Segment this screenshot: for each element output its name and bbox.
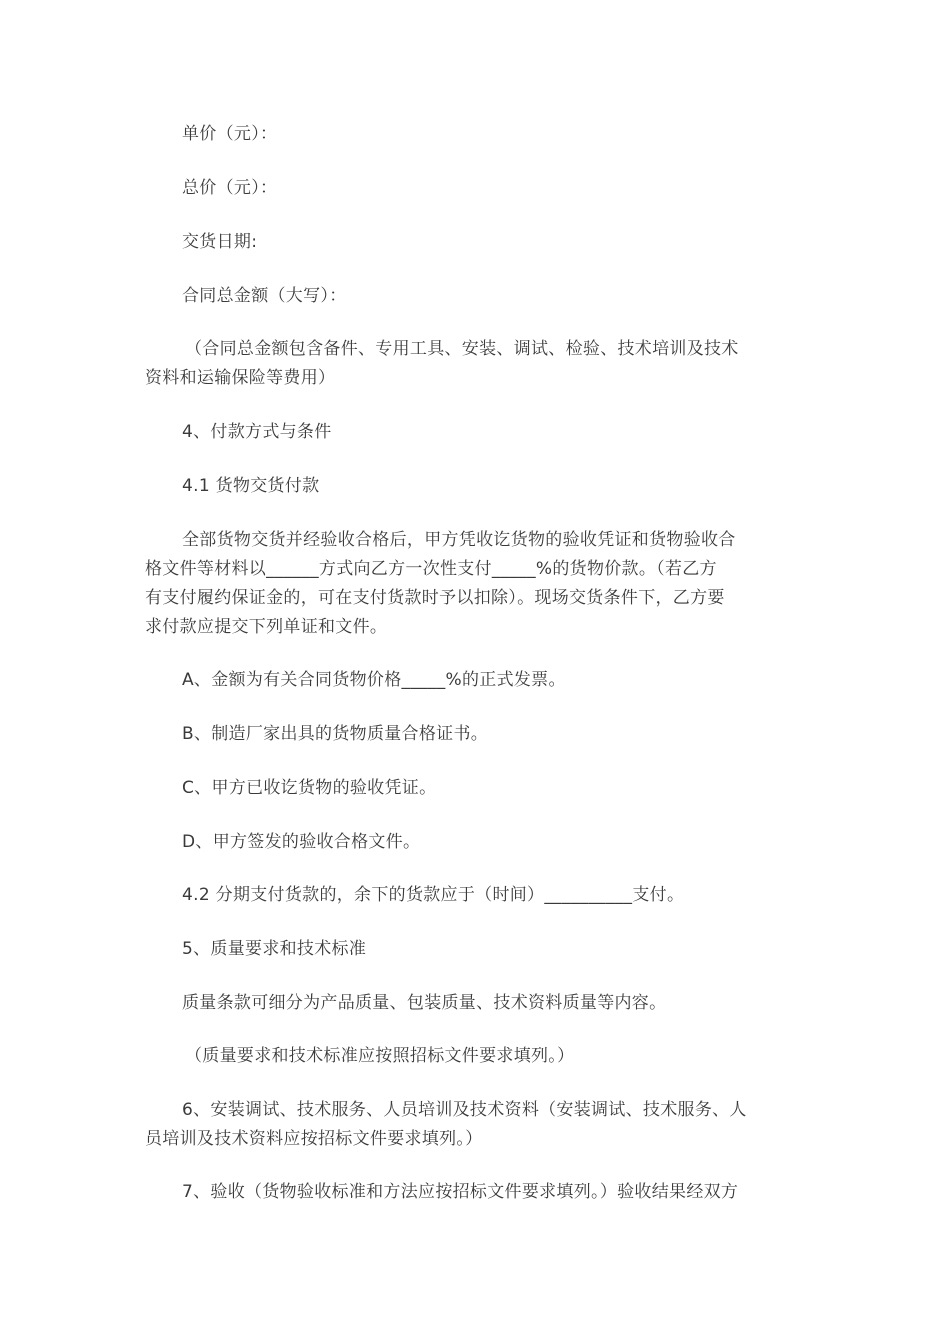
section-4-1-heading xyxy=(145,472,842,501)
item-a xyxy=(145,666,842,695)
section-5-heading xyxy=(145,935,842,964)
paragraph-line: 交货日期: xyxy=(182,232,258,252)
paragraph-line: 7、验收（货物验收标准和方法应按招标文件要求填列。）验收结果经双方 xyxy=(182,1182,739,1202)
paragraph-line: 资料和运输保险等费用） xyxy=(145,368,336,388)
section-5-body xyxy=(145,989,842,1018)
unit-price-field xyxy=(145,120,842,149)
paragraph-line: 求付款应提交下列单证和文件。 xyxy=(145,617,388,637)
contract-total-note xyxy=(145,335,805,393)
paragraph-line: 4、付款方式与条件 xyxy=(182,422,332,442)
paragraph-line: 4.1 货物交货付款 xyxy=(182,476,320,496)
section-7 xyxy=(145,1178,805,1207)
section-4-2 xyxy=(145,881,842,910)
section-6 xyxy=(145,1096,805,1154)
paragraph-line: A、金额为有关合同货物价格_____%的正式发票。 xyxy=(182,670,566,690)
paragraph-line: 单价（元）： xyxy=(182,124,278,144)
paragraph-line: B、制造厂家出具的货物质量合格证书。 xyxy=(182,724,489,744)
paragraph-line: 总价（元）： xyxy=(182,178,278,198)
paragraph-line: D、甲方签发的验收合格文件。 xyxy=(182,832,421,852)
paragraph-line: 全部货物交货并经验收合格后，甲方凭收讫货物的验收凭证和货物验收合 xyxy=(182,530,736,550)
total-price-field xyxy=(145,174,842,203)
paragraph-line: 员培训及技术资料应按招标文件要求填列。） xyxy=(145,1129,483,1149)
item-d xyxy=(145,828,842,857)
paragraph-line: 格文件等材料以______方式向乙方一次性支付_____%的货物价款。（若乙方 xyxy=(145,559,717,579)
paragraph-line: （质量要求和技术标准应按照招标文件要求填列。） xyxy=(185,1046,575,1066)
paragraph-line: C、甲方已收讫货物的验收凭证。 xyxy=(182,778,437,798)
delivery-date-field xyxy=(145,228,842,257)
paragraph-line: 5、质量要求和技术标准 xyxy=(182,939,367,959)
item-b xyxy=(145,720,842,749)
paragraph-line: 6、安装调试、技术服务、人员培训及技术资料（安装调试、技术服务、人 xyxy=(182,1100,747,1120)
paragraph-line: 4.2 分期支付货款的，余下的货款应于（时间）__________支付。 xyxy=(182,885,685,905)
paragraph-line: 质量条款可细分为产品质量、包装质量、技术资料质量等内容。 xyxy=(182,993,667,1013)
paragraph-line: （合同总金额包含备件、专用工具、安装、调试、检验、技术培训及技术 xyxy=(185,339,739,359)
paragraph-line: 合同总金额（大写）： xyxy=(182,286,347,306)
item-c xyxy=(145,774,842,803)
paragraph-line: 有支付履约保证金的，可在支付货款时予以扣除）。现场交货条件下，乙方要 xyxy=(145,588,725,608)
section-4-1-body xyxy=(145,526,805,642)
contract-total-capital-field xyxy=(145,282,842,311)
section-4-heading xyxy=(145,418,842,447)
section-5-note xyxy=(145,1042,805,1071)
